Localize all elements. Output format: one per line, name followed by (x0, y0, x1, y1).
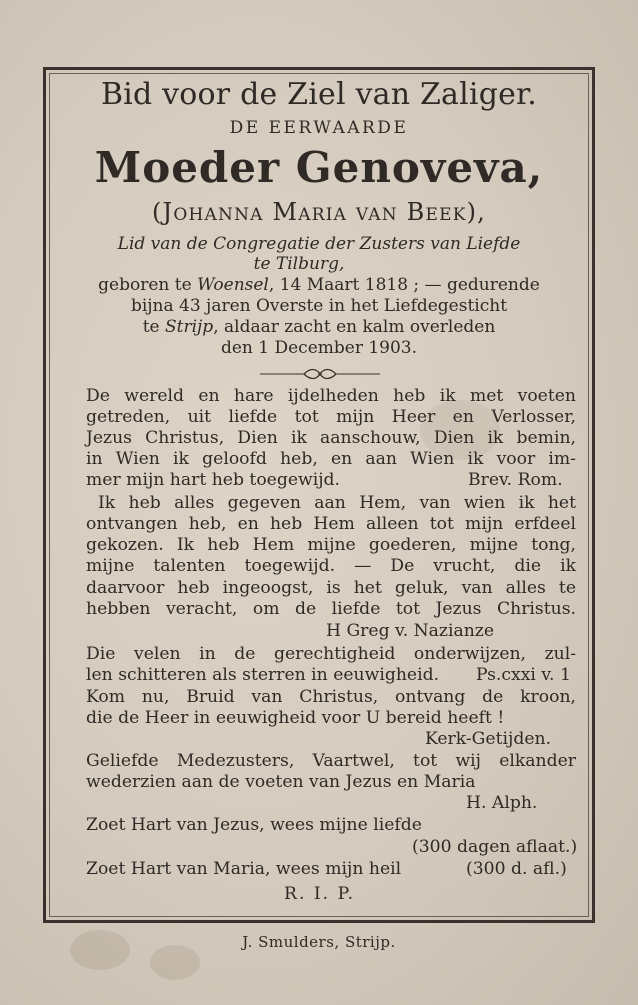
text-line: len schitteren als sterren in eeuwigheid. (86, 665, 440, 685)
printer-imprint: J. Smulders, Strijp. (242, 933, 396, 951)
honorific: DE EERWAARDE (229, 118, 409, 138)
source-citation: H. Alph. (466, 793, 538, 813)
text-line: getreden, uit liefde tot mijn Heer en Verlosser, (86, 407, 576, 427)
indulgence: (300 d. afl.) (466, 859, 567, 879)
prayer-line: Zoet Hart van Maria, wees mijn heil (86, 859, 402, 879)
source-citation: Brev. Rom. (468, 470, 563, 490)
text-line: daarvoor heb ingeoogst, is het geluk, van alles te (86, 578, 576, 598)
text-line: ontvangen heb, en heb Hem alleen tot mijn erfdeel (86, 514, 576, 534)
text-line: hebben veracht, om de liefde tot Jezus Christus. (86, 599, 576, 619)
text-line: De wereld en hare ijdelheden heb ik met voeten (86, 386, 576, 406)
prayer-line: Zoet Hart van Jezus, wees mijne liefde (86, 815, 422, 835)
rip: R. I. P. (284, 884, 356, 904)
ornament-divider (260, 367, 380, 381)
bio-line: geboren te Woensel, 14 Maart 1818 ; — gedurende (98, 275, 540, 295)
text-line: Kom nu, Bruid van Christus, ontvang de kroon, (86, 687, 576, 707)
text-line: wederzien aan de voeten van Jezus en Maria (86, 772, 476, 792)
text-line: Die velen in de gerechtigheid onderwijzen, zul- (86, 644, 576, 664)
congregation-city: te Tilburg, (253, 254, 345, 274)
bio-line: te Strijp, aldaar zacht en kalm overleden (142, 317, 496, 337)
indulgence: (300 dagen aflaat.) (412, 837, 578, 857)
source-citation: H Greg v. Nazianze (326, 621, 495, 641)
text-line: Geliefde Medezusters, Vaartwel, tot wij elkander (86, 751, 576, 771)
deceased-name: Moeder Genoveva, (94, 143, 544, 192)
text-line: mer mijn hart heb toegewijd. (86, 470, 341, 490)
source-citation: Ps.cxxi v. 1 (476, 665, 571, 685)
congregation-line: Lid van de Congregatie der Zusters van Liefde (117, 234, 521, 254)
text-line: Ik heb alles gegeven aan Hem, van wien ik het (98, 493, 576, 513)
text-line: in Wien ik geloofd heb, en aan Wien ik voor im- (86, 449, 576, 469)
bio-line: bijna 43 jaren Overste in het Liefdegesticht (130, 296, 508, 316)
card-title: Bid voor de Ziel van Zaliger. (100, 77, 538, 112)
text-line: mijne talenten toegewijd. — De vrucht, die ik (86, 556, 576, 576)
text-line: die de Heer in eeuwigheid voor U bereid heeft ! (86, 708, 505, 728)
bio-line: den 1 December 1903. (220, 338, 418, 358)
text-line: Jezus Christus, Dien ik aanschouw, Dien ik bemin, (86, 428, 576, 448)
source-citation: Kerk-Getijden. (425, 729, 552, 749)
text-line: gekozen. Ik heb Hem mijne goederen, mijne tong, (86, 535, 576, 555)
full-name: (Johanna Maria van Beek), (151, 198, 486, 226)
stain (150, 945, 200, 980)
